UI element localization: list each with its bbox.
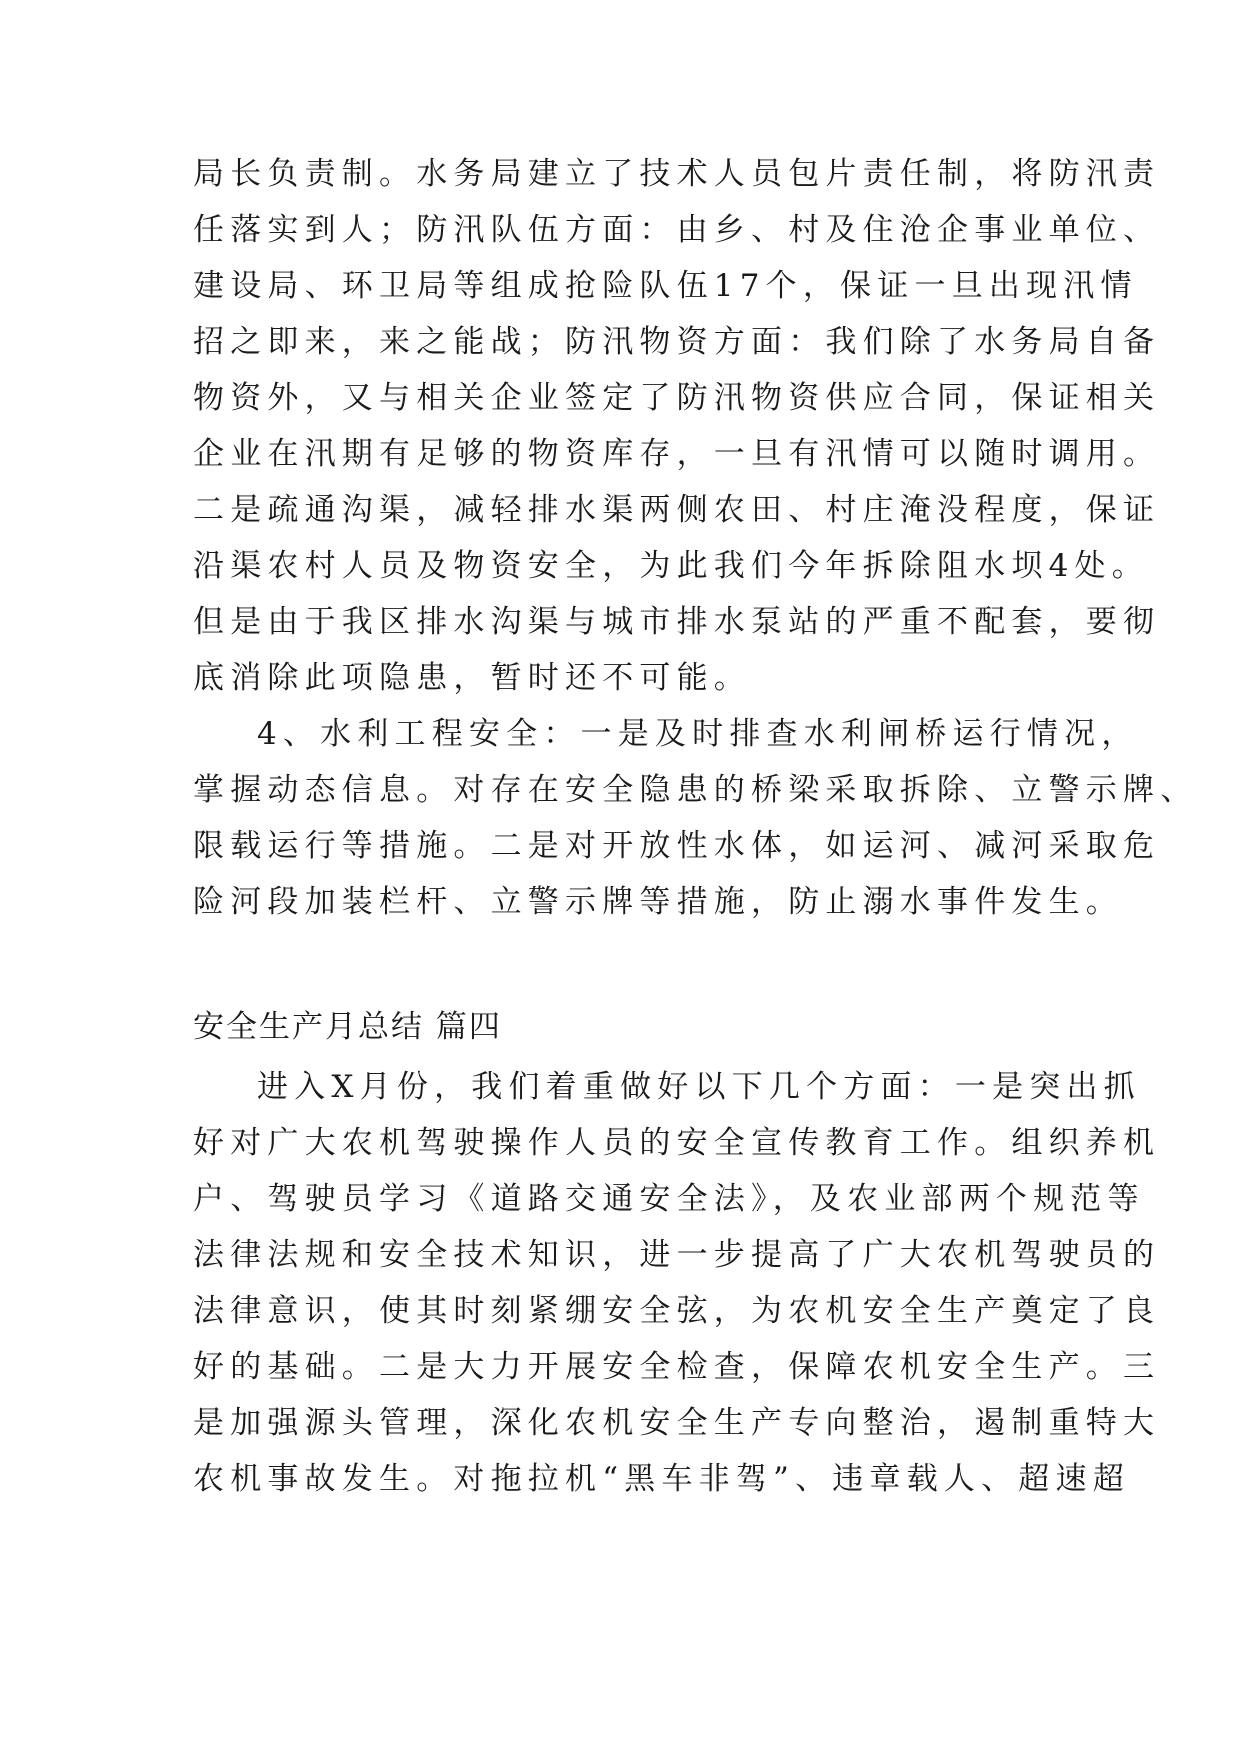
paragraph-line: 物资外，又与相关企业签定了防汛物资供应合同，保证相关	[193, 380, 1161, 416]
paragraph-line: 二是疏通沟渠，减轻排水渠两侧农田、村庄淹没程度，保证	[193, 492, 1161, 528]
paragraph-line: 农机事故发生。对拖拉机“黑车非驾”、违章载人、超速超	[193, 1461, 1130, 1497]
paragraph-line: 好的基础。二是大力开展安全检查，保障农机安全生产。三	[193, 1349, 1161, 1385]
paragraph-line: 沿渠农村人员及物资安全，为此我们今年拆除阻水坝4处。	[193, 548, 1149, 584]
section-heading: 安全生产月总结 篇四	[193, 1009, 502, 1045]
paragraph-line: 法律意识，使其时刻紧绷安全弦，为农机安全生产奠定了良	[193, 1293, 1161, 1329]
paragraph-line: 建设局、环卫局等组成抢险队伍17个，保证一旦出现汛情	[193, 268, 1138, 304]
paragraph-line: 好对广大农机驾驶操作人员的安全宣传教育工作。组织养机	[193, 1125, 1161, 1161]
paragraph-line: 4、水利工程安全：一是及时排查水利闸桥运行情况，	[257, 716, 1139, 752]
paragraph-line: 进入X月份，我们着重做好以下几个方面：一是突出抓	[257, 1069, 1141, 1105]
paragraph-line: 法律法规和安全技术知识，进一步提高了广大农机驾驶员的	[193, 1237, 1161, 1273]
paragraph-line: 任落实到人；防汛队伍方面：由乡、村及住沧企事业单位、	[193, 212, 1161, 248]
paragraph-line: 是加强源头管理，深化农机安全生产专向整治，遏制重特大	[193, 1405, 1161, 1441]
paragraph-line: 底消除此项隐患，暂时还不可能。	[193, 660, 751, 696]
paragraph-line: 局长负责制。水务局建立了技术人员包片责任制，将防汛责	[193, 156, 1161, 192]
paragraph-line: 险河段加装栏杆、立警示牌等措施，防止溺水事件发生。	[193, 884, 1123, 920]
paragraph-line: 掌握动态信息。对存在安全隐患的桥梁采取拆除、立警示牌、	[193, 772, 1198, 808]
paragraph-line: 招之即来，来之能战；防汛物资方面：我们除了水务局自备	[193, 324, 1161, 360]
paragraph-line: 但是由于我区排水沟渠与城市排水泵站的严重不配套，要彻	[193, 604, 1161, 640]
paragraph-line: 限载运行等措施。二是对开放性水体，如运河、减河采取危	[193, 828, 1161, 864]
paragraph-line: 户、驾驶员学习《道路交通安全法》，及农业部两个规范等	[193, 1181, 1145, 1217]
paragraph-line: 企业在汛期有足够的物资库存，一旦有汛情可以随时调用。	[193, 436, 1161, 472]
